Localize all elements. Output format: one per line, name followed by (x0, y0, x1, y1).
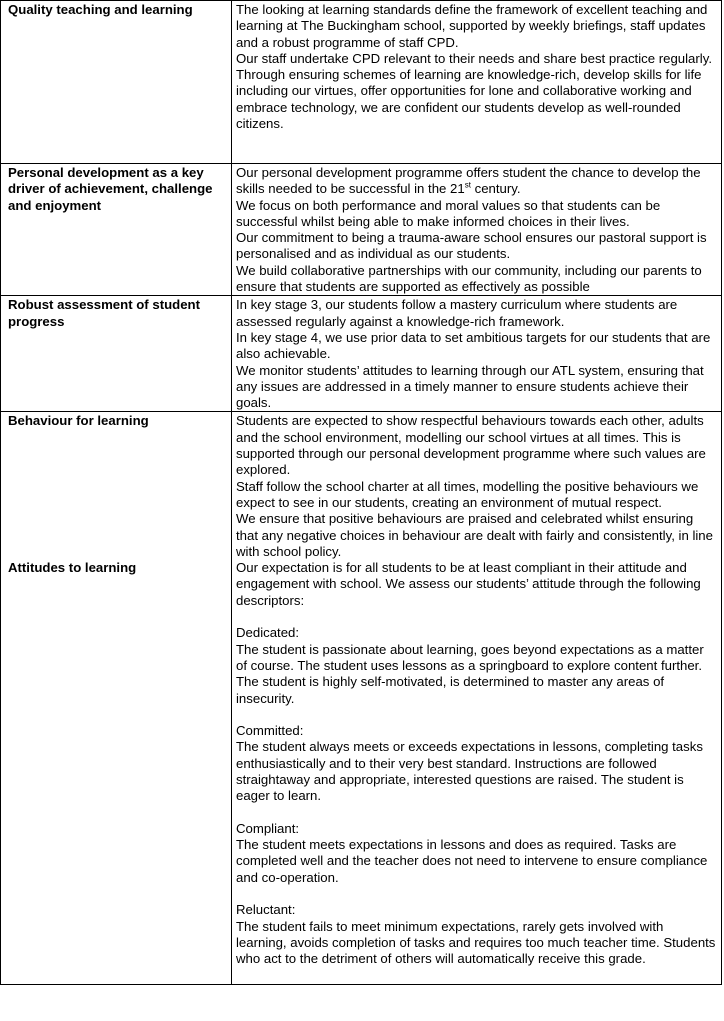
paragraph: Through ensuring schemes of learning are knowledge-rich, develop skills for life including our virtues, offer opportunities for lone and collaborative working and embrace technology, we are confident our students develop as well-rounded citizens. (236, 67, 702, 132)
table-row (1, 296, 722, 412)
row-content-cell (232, 296, 722, 412)
descriptor-text: The student always meets or exceeds expectations in lessons, completing tasks enthusiastically and to their very best standard. Instructions are followed straightaway and appropriate, interested questions are raised. The student is eager to learn. (236, 739, 703, 804)
descriptor-text: The student is passionate about learning, goes beyond expectations as a matter of course. The student uses lessons as a springboard to explore content further. The student is highly self-motivated, is determined to master any areas of insecurity. (236, 641, 704, 706)
descriptor-text: The student meets expectations in lessons and does as required. Tasks are completed well and the teacher does not need to intervene to ensure compliance and co-operation. (236, 837, 708, 885)
row-label: Quality teaching and learning (8, 2, 193, 17)
row-content-cell (232, 164, 722, 296)
row-label: Behaviour for learning (8, 413, 149, 429)
row-label: Robust assessment of student progress (8, 297, 200, 329)
superscript: st (464, 180, 471, 190)
descriptor-text: The student fails to meet minimum expectations, rarely gets involved with learning, avoids completion of tasks and requires too much teacher time. Students who act to the detriment of others will automatically receive this grade. (236, 918, 716, 967)
paragraph: We ensure that positive behaviours are praised and celebrated whilst ensuring that any negative choices in behaviour are dealt with fairly and consistently, in line with school policy. (236, 511, 713, 559)
row-label: Attitudes to learning (8, 559, 137, 575)
paragraph: Students are expected to show respectful behaviours towards each other, adults and the school environment, modelling our school virtues at all times. This is supported through our personal development programme where such values are explored. (236, 413, 706, 478)
paragraph: Our expectation is for all students to be at least compliant in their attitude and engagement with school. We assess our students’ attitude through the following descriptors: (236, 560, 701, 608)
paragraph: In key stage 4, we use prior data to set ambitious targets for our students that are also achievable. (236, 329, 711, 362)
table-row (1, 412, 722, 984)
paragraph: In key stage 3, our students follow a mastery curriculum where students are assessed regularly against a knowledge-rich framework. (236, 297, 678, 329)
row-label: Personal development as a key driver of achievement, challenge and enjoyment (8, 165, 213, 213)
row-label-cell (1, 1, 232, 164)
descriptor-title: Reluctant: (236, 902, 296, 918)
paragraph: The looking at learning standards define the framework of excellent teaching and learning at The Buckingham school, supported by weekly briefings, staff updates and a robust programme of staff CPD. (236, 2, 708, 50)
row-label-cell (1, 164, 232, 296)
descriptor-title: Compliant: (236, 820, 300, 836)
table-row (1, 164, 722, 296)
paragraph: We focus on both performance and moral values so that students can be successful whilst being able to make informed choices in their lives. (236, 197, 661, 229)
paragraph: Staff follow the school charter at all times, modelling the positive behaviours we expect to see in our students, creating an environment of mutual respect. (236, 478, 699, 510)
paragraph: Our staff undertake CPD relevant to their needs and share best practice regularly. (236, 50, 712, 66)
row-content-cell (232, 412, 722, 984)
row-label-cell (1, 296, 232, 412)
row-content-cell (232, 1, 722, 164)
paragraph (236, 165, 717, 198)
descriptor-title: Dedicated: (236, 625, 300, 641)
paragraph-text: century. (470, 181, 521, 197)
paragraph: We build collaborative partnerships with our community, including our parents to ensure that students are supported as effectively as possible (236, 262, 702, 295)
table-row (1, 1, 722, 164)
descriptor-title: Committed: (236, 723, 304, 739)
row-label-cell (1, 412, 232, 984)
paragraph: Our commitment to being a trauma-aware school ensures our pastoral support is personalised and as individual as our students. (236, 230, 707, 262)
paragraph-text: Our personal development programme offers student the chance to develop the skills needed to be successful in the 21 (236, 165, 701, 197)
paragraph: We monitor students’ attitudes to learning through our ATL system, ensuring that any issues are addressed in a timely manner to ensure students achieve their goals. (236, 362, 704, 411)
